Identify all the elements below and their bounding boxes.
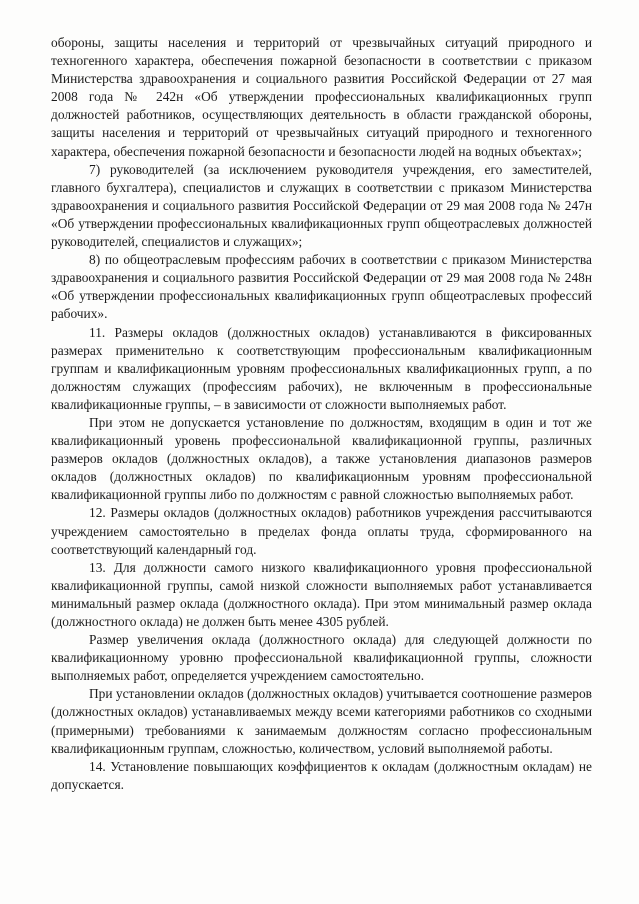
paragraph-item-13-increase: Размер увеличения оклада (должностного оклада) для следующей должности по квалификационному уровню профессиональной квалификационной группы, сложности выполняемых работ, определяется учреждением самостоятельно. [51, 632, 592, 684]
paragraph-item-13: 13. Для должности самого низкого квалификационного уровня профессиональной квалификационной группы, самой низкой сложности выполняемых работ устанавливается минимальный размер оклада (должностного оклада). При этом минимальный размер оклада (должностного оклада) не должен быть менее 4305 рублей. [51, 559, 592, 629]
paragraph-item-11: 11. Размеры окладов (должностных окладов) устанавливаются в фиксированных размерах применительно к соответствующим профессиональным квалификационным группам и квалификационным уровням профессиональных квалификационных групп, а по должностям служащих (профессиям рабочих), не включенным в профессиональные квалификационные группы, – в зависимости от сложности выполняемых работ. [51, 324, 592, 412]
paragraph-item-12: 12. Размеры окладов (должностных окладов) работников учреждения рассчитываются учреждением самостоятельно в пределах фонда оплаты труда, сформированного на соответствующий календарный год. [51, 505, 592, 557]
paragraph-item-14: 14. Установление повышающих коэффициентов к окладам (должностным окладам) не допускается. [51, 758, 592, 792]
paragraph-item-7: 7) руководителей (за исключением руководителя учреждения, его заместителей, главного бухгалтера), специалистов и служащих в соответствии с приказом Министерства здравоохранения и социального развития Российской Федерации от 29 мая 2008 года № 247н «Об утверждении профессиональных квалификационных групп общеотраслевых должностей руководителей, специалистов и служащих»; [51, 161, 592, 250]
paragraph-item-6-continuation: обороны, защиты населения и территорий от чрезвычайных ситуаций природного и техногенного характера, обеспечения пожарной безопасности в соответствии с приказом Министерства здравоохранения и социального развития Российской Федерации от 27 мая 2008 года № 242н «Об утверждении профессиональных квалификационных групп должностей работников, осуществляющих деятельность в области гражданской обороны, защиты населения и территорий от чрезвычайных ситуаций природного и техногенного характера, обеспечения пожарной безопасности и безопасности людей на водных объектах»; [51, 35, 592, 159]
document-body [51, 34, 592, 794]
paragraph-item-11-restriction: При этом не допускается установление по должностям, входящим в один и тот же квалификационный уровень профессиональной квалификационной группы, различных размеров окладов (должностных окладов), а также установления диапазонов размеров окладов (должностных окладов) по квалификационным уровням профессиональной квалификационной группы либо по должностям с равной сложностью выполняемых работ. [51, 414, 592, 503]
paragraph-item-13-ratio: При установлении окладов (должностных окладов) учитывается соотношение размеров (должностных окладов) устанавливаемых между всеми категориями работников со сходными (примерными) требованиями к занимаемым должностям согласно профессиональным квалификационным группам, сложностью, количеством, условий выполняемой работы. [51, 686, 592, 756]
paragraph-item-8: 8) по общеотраслевым профессиям рабочих в соответствии с приказом Министерства здравоохранения и социального развития Российской Федерации от 29 мая 2008 года № 248н «Об утверждении профессиональных квалификационных групп общеотраслевых профессий рабочих». [51, 252, 592, 322]
